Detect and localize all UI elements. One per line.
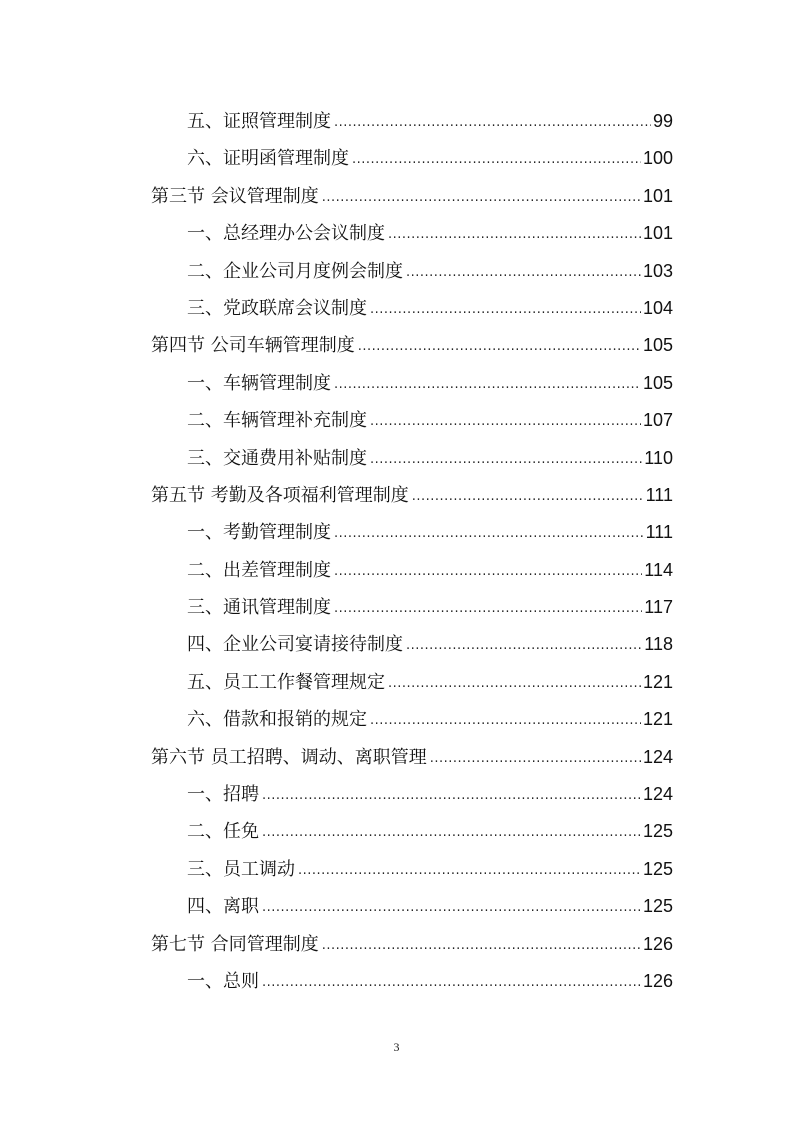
- toc-entry-title: 一、车辆管理制度: [187, 372, 331, 394]
- toc-entry-page-number: 125: [642, 858, 673, 879]
- toc-subsection-entry[interactable]: [151, 215, 673, 252]
- dot-leader: [388, 216, 641, 253]
- toc-subsection-entry[interactable]: [151, 626, 673, 663]
- dot-leader: [412, 478, 644, 515]
- toc-subsection-entry[interactable]: [151, 290, 673, 327]
- dot-leader: [322, 927, 641, 964]
- table-of-contents: [151, 103, 673, 1000]
- toc-entry-page-number: 121: [642, 671, 673, 692]
- dot-leader: [334, 515, 644, 552]
- toc-section-entry[interactable]: [151, 327, 673, 364]
- toc-entry-title: 一、总经理办公会议制度: [187, 223, 385, 245]
- toc-entry-page-number: 118: [644, 634, 673, 655]
- dot-leader: [322, 179, 641, 216]
- toc-entry-title: 六、证明函管理制度: [187, 148, 349, 170]
- toc-entry-title: 三、通讯管理制度: [187, 597, 331, 619]
- toc-entry-title: 三、党政联席会议制度: [187, 297, 367, 319]
- toc-subsection-entry[interactable]: [151, 776, 673, 813]
- dot-leader: [370, 403, 641, 440]
- dot-leader: [262, 777, 641, 814]
- dot-leader: [430, 740, 641, 777]
- toc-subsection-entry[interactable]: [151, 440, 673, 477]
- toc-entry-page-number: 124: [642, 746, 673, 767]
- toc-entry-title: 二、车辆管理补充制度: [187, 410, 367, 432]
- toc-entry-title: 五、证照管理制度: [187, 111, 331, 132]
- dot-leader: [358, 328, 641, 365]
- toc-entry-title: 三、员工调动: [187, 858, 295, 880]
- dot-leader: [406, 254, 641, 291]
- dot-leader: [370, 291, 641, 328]
- dot-leader: [262, 964, 641, 1001]
- toc-entry-page-number: 104: [642, 297, 673, 318]
- toc-entry-title: 二、任免: [187, 821, 259, 843]
- toc-entry-title: 第五节 考勤及各项福利管理制度: [151, 484, 409, 506]
- toc-entry-page-number: 124: [642, 784, 673, 805]
- toc-entry-page-number: 126: [642, 970, 673, 991]
- toc-entry-page-number: 111: [645, 484, 673, 505]
- toc-entry-title: 一、招聘: [187, 784, 259, 806]
- dot-leader: [352, 141, 641, 178]
- dot-leader: [406, 627, 642, 664]
- dot-leader: [388, 665, 641, 702]
- toc-entry-page-number: 126: [642, 933, 673, 954]
- toc-entry-title: 第七节 合同管理制度: [151, 933, 319, 955]
- page-number: 3: [393, 1040, 400, 1054]
- toc-subsection-entry[interactable]: [151, 365, 673, 402]
- dot-leader: [334, 590, 642, 627]
- toc-section-entry[interactable]: [151, 926, 673, 963]
- toc-entry-page-number: 121: [642, 709, 673, 730]
- dot-leader: [334, 366, 641, 403]
- toc-subsection-entry[interactable]: [151, 514, 673, 551]
- toc-entry-title: 一、考勤管理制度: [187, 522, 331, 544]
- toc-section-entry[interactable]: [151, 477, 673, 514]
- toc-entry-page-number: 107: [642, 410, 673, 431]
- toc-entry-title: 第六节 员工招聘、调动、离职管理: [151, 746, 427, 768]
- toc-entry-page-number: 111: [645, 522, 673, 543]
- dot-leader: [370, 441, 642, 478]
- toc-entry-page-number: 125: [642, 821, 673, 842]
- toc-entry-page-number: 99: [652, 111, 673, 131]
- toc-subsection-entry[interactable]: [151, 552, 673, 589]
- toc-entry-page-number: 100: [642, 148, 673, 169]
- toc-entry-title: 一、总则: [187, 970, 259, 992]
- toc-subsection-entry[interactable]: [151, 664, 673, 701]
- dot-leader: [298, 852, 641, 889]
- toc-subsection-entry[interactable]: [151, 701, 673, 738]
- toc-entry-page-number: 105: [642, 335, 673, 356]
- toc-subsection-entry[interactable]: [151, 813, 673, 850]
- toc-entry-page-number: 117: [644, 597, 673, 618]
- toc-entry-title: 三、交通费用补贴制度: [187, 447, 367, 469]
- toc-entry-title: 五、员工工作餐管理规定: [187, 671, 385, 693]
- dot-leader: [334, 104, 651, 141]
- toc-subsection-entry[interactable]: [151, 963, 673, 1000]
- toc-entry-page-number: 110: [644, 447, 673, 468]
- toc-entry-page-number: 125: [642, 896, 673, 917]
- toc-entry-title: 第四节 公司车辆管理制度: [151, 335, 355, 357]
- toc-subsection-entry[interactable]: [151, 589, 673, 626]
- toc-entry-page-number: 114: [644, 559, 673, 580]
- toc-subsection-entry[interactable]: [151, 253, 673, 290]
- toc-subsection-entry[interactable]: [151, 851, 673, 888]
- dot-leader: [262, 889, 641, 926]
- toc-subsection-entry[interactable]: [151, 103, 673, 140]
- toc-subsection-entry[interactable]: [151, 888, 673, 925]
- toc-section-entry[interactable]: [151, 739, 673, 776]
- toc-subsection-entry[interactable]: [151, 402, 673, 439]
- toc-entry-title: 四、离职: [187, 896, 259, 918]
- dot-leader: [262, 814, 641, 851]
- toc-entry-page-number: 103: [642, 260, 673, 281]
- toc-entry-page-number: 101: [642, 185, 673, 206]
- toc-entry-title: 二、出差管理制度: [187, 559, 331, 581]
- toc-entry-title: 第三节 会议管理制度: [151, 185, 319, 207]
- toc-entry-page-number: 105: [642, 372, 673, 393]
- toc-entry-title: 四、企业公司宴请接待制度: [187, 634, 403, 656]
- toc-section-entry[interactable]: [151, 178, 673, 215]
- dot-leader: [370, 702, 641, 739]
- toc-subsection-entry[interactable]: [151, 140, 673, 177]
- toc-entry-page-number: 101: [642, 223, 673, 244]
- toc-entry-title: 二、企业公司月度例会制度: [187, 260, 403, 282]
- dot-leader: [334, 553, 642, 590]
- toc-entry-title: 六、借款和报销的规定: [187, 709, 367, 731]
